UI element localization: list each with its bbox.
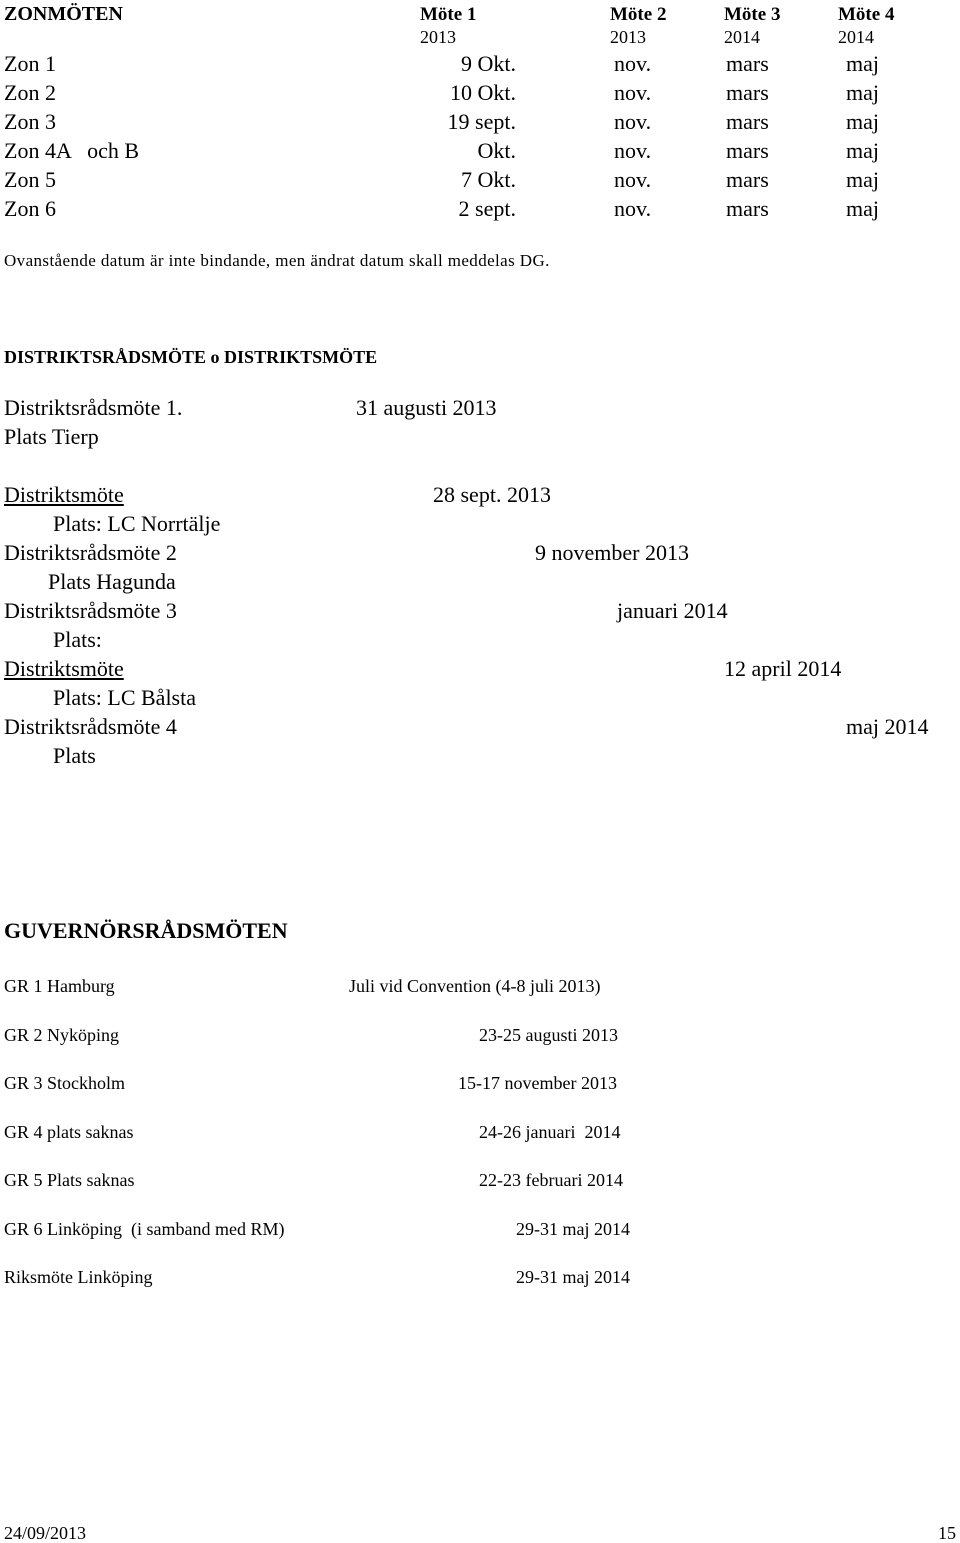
district-event-label: Distriktsrådsmöte 2 <box>4 540 177 565</box>
zone-m2: nov. <box>614 80 652 105</box>
district-meeting-1-date: 31 augusti 2013 <box>356 395 497 420</box>
zone-m2: nov. <box>614 167 652 192</box>
governor-meeting-date: 24-26 januari 2014 <box>479 1122 621 1142</box>
district-event-label: Distriktsrådsmöte 3 <box>4 598 177 623</box>
zone-m2: nov. <box>614 109 652 134</box>
governor-meeting-date: 29-31 maj 2014 <box>516 1267 630 1287</box>
column-header-mote-2: Möte 2 <box>610 4 667 25</box>
district-event-place: Plats: LC Norrtälje <box>53 511 221 536</box>
governor-meeting-date: Juli vid Convention (4-8 juli 2013) <box>349 976 601 996</box>
zone-m1: 7 Okt. <box>461 167 516 192</box>
zone-m1: 19 sept. <box>447 109 516 134</box>
district-event-place: Plats: <box>53 627 102 652</box>
governor-meeting-date: 29-31 maj 2014 <box>516 1219 630 1239</box>
zone-m4: maj <box>846 80 879 105</box>
zone-m4: maj <box>846 109 879 134</box>
district-event-date: januari 2014 <box>617 598 728 623</box>
governor-meeting-date: 23-25 augusti 2013 <box>479 1025 618 1045</box>
zone-m4: maj <box>846 196 879 221</box>
governor-meeting-name: GR 6 Linköping (i samband med RM) <box>4 1219 285 1239</box>
district-event-place: Plats: LC Bålsta <box>53 685 196 710</box>
zone-name: Zon 6 <box>4 196 56 221</box>
zone-m4: maj <box>846 167 879 192</box>
zone-m2: nov. <box>614 138 652 163</box>
column-year-mote-4: 2014 <box>838 27 874 47</box>
district-meeting-1-label: Distriktsrådsmöte 1. <box>4 395 183 420</box>
column-header-mote-3: Möte 3 <box>724 4 781 25</box>
column-header-mote-1: Möte 1 <box>420 4 477 25</box>
zone-name: Zon 5 <box>4 167 56 192</box>
zone-m1: 2 sept. <box>458 196 516 221</box>
district-title: DISTRIKTSRÅDSMÖTE o DISTRIKTSMÖTE <box>4 347 378 367</box>
zone-name: Zon 2 <box>4 80 56 105</box>
column-year-mote-3: 2014 <box>724 27 760 47</box>
zone-m3: mars <box>726 51 769 76</box>
district-event-place: Plats Hagunda <box>48 569 176 594</box>
zone-m4: maj <box>846 138 879 163</box>
zone-m1: Okt. <box>477 138 516 163</box>
zone-m1: 10 Okt. <box>450 80 516 105</box>
column-header-mote-4: Möte 4 <box>838 4 895 25</box>
zone-m2: nov. <box>614 196 652 221</box>
district-event-date: maj 2014 <box>846 714 929 739</box>
governors-title: GUVERNÖRSRÅDSMÖTEN <box>4 918 288 943</box>
district-event-date: 9 november 2013 <box>535 540 689 565</box>
zone-m3: mars <box>726 196 769 221</box>
governor-meeting-name: GR 2 Nyköping <box>4 1025 120 1045</box>
district-event-label: Distriktsmöte <box>4 482 124 507</box>
zone-m3: mars <box>726 109 769 134</box>
governor-meeting-name: GR 4 plats saknas <box>4 1122 134 1142</box>
zone-m4: maj <box>846 51 879 76</box>
column-year-mote-2: 2013 <box>610 27 646 47</box>
zone-name: Zon 4A och B <box>4 138 140 163</box>
governor-meeting-date: 22-23 februari 2014 <box>479 1170 623 1190</box>
zone-m2: nov. <box>614 51 652 76</box>
zones-title: ZONMÖTEN <box>4 3 123 25</box>
governor-meeting-date: 15-17 november 2013 <box>458 1073 617 1093</box>
governor-meeting-name: GR 3 Stockholm <box>4 1073 126 1093</box>
district-event-date: 28 sept. 2013 <box>433 482 551 507</box>
zone-m1: 9 Okt. <box>461 51 516 76</box>
zone-name: Zon 1 <box>4 51 56 76</box>
column-year-mote-1: 2013 <box>420 27 456 47</box>
district-meeting-1-place: Plats Tierp <box>4 424 99 449</box>
governor-meeting-name: Riksmöte Linköping <box>4 1267 153 1287</box>
district-event-label: Distriktsmöte <box>4 656 124 681</box>
footer-date: 24/09/2013 <box>4 1523 87 1543</box>
page-number: 15 <box>938 1523 956 1543</box>
zone-m3: mars <box>726 167 769 192</box>
zone-m3: mars <box>726 138 769 163</box>
district-event-place: Plats <box>53 743 96 768</box>
district-event-label: Distriktsrådsmöte 4 <box>4 714 177 739</box>
governor-meeting-name: GR 1 Hamburg <box>4 976 115 996</box>
zone-name: Zon 3 <box>4 109 56 134</box>
zones-note: Ovanstående datum är inte bindande, men ändrat datum skall meddelas DG. <box>4 251 550 270</box>
district-event-date: 12 april 2014 <box>724 656 842 681</box>
zone-m3: mars <box>726 80 769 105</box>
governor-meeting-name: GR 5 Plats saknas <box>4 1170 135 1190</box>
